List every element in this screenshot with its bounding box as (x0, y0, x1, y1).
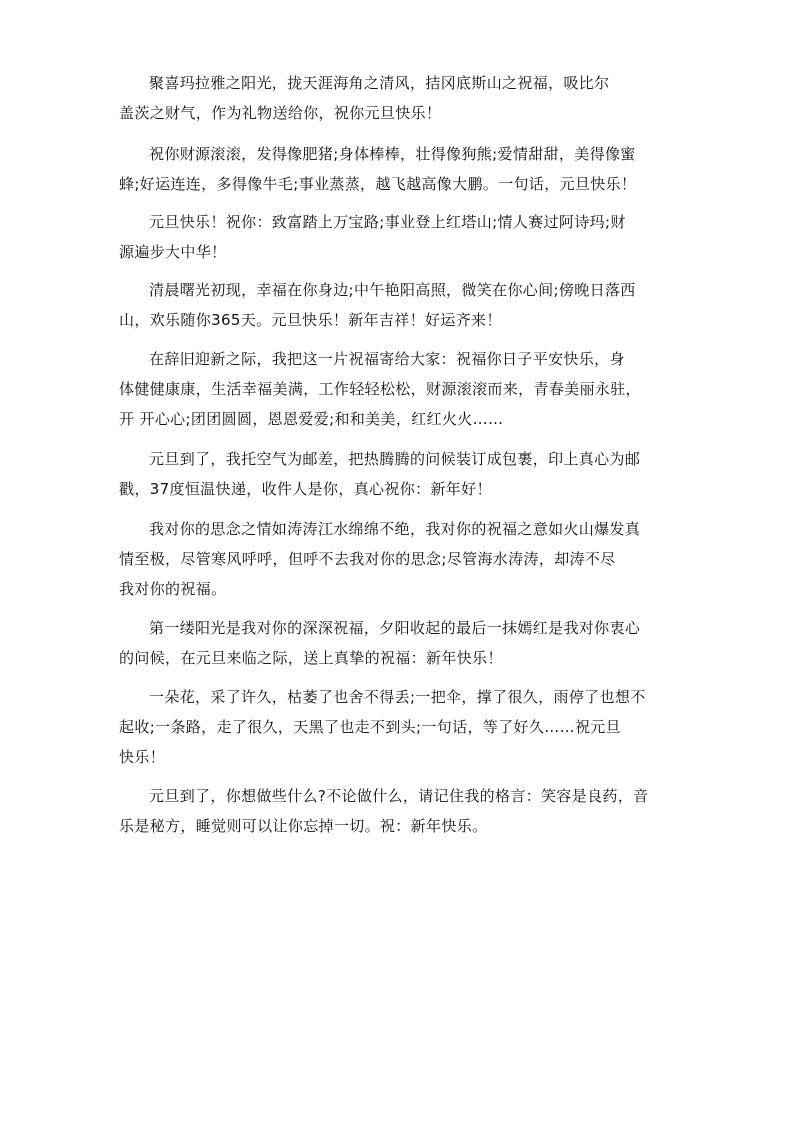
paragraph-9-line-3: 快乐！ (119, 748, 166, 766)
paragraph-7-line-3: 我对你的祝福。 (119, 580, 227, 598)
paragraph-10-line-2: 乐是秘方，睡觉则可以让你忘掉一切。祝：新年快乐。 (119, 817, 488, 835)
paragraph-2-line-2: 蜂;好运连连，多得像牛毛;事业蒸蒸，越飞越高像大鹏。一句话，元旦快乐！ (119, 175, 637, 193)
paragraph-4-line-2: 山，欢乐随你365天。元旦快乐！新年吉祥！好运齐来！ (119, 311, 502, 329)
paragraph-8-line-1: 第一缕阳光是我对你的深深祝福，夕阳收起的最后一抹嫣红是我对你衷心 (149, 619, 641, 637)
paragraph-1-line-2: 盖茨之财气，作为礼物送给你，祝你元旦快乐！ (119, 104, 442, 122)
paragraph-9-line-1: 一朵花，采了许久，枯萎了也舍不得丢;一把伞，撑了很久，雨停了也想不 (149, 688, 646, 706)
paragraph-6-line-2: 戳，37度恒温快递，收件人是你，真心祝你：新年好！ (119, 480, 492, 498)
paragraph-5-line-3: 开 开心心;团团圆圆，恩恩爱爱;和和美美，红红火火…… (119, 410, 504, 428)
paragraph-10-line-1: 元旦到了，你想做些什么?不论做什么，请记住我的格言：笑容是良药，音 (149, 787, 649, 805)
paragraph-7-line-2: 情至极，尽管寒风呼呼，但呼不去我对你的思念;尽管海水涛涛，却涛不尽 (119, 550, 616, 568)
paragraph-5-line-1: 在辞旧迎新之际，我把这一片祝福寄给大家：祝福你日子平安快乐，身 (149, 350, 625, 368)
paragraph-8-line-2: 的问候，在元旦来临之际，送上真挚的祝福：新年快乐！ (119, 649, 503, 667)
paragraph-9-line-2: 起收;一条路，走了很久，天黑了也走不到头;一句话，等了好久……祝元旦 (119, 718, 622, 736)
paragraph-6-line-1: 元旦到了，我托空气为邮差，把热腾腾的问候装订成包裹，印上真心为邮 (149, 450, 641, 468)
paragraph-4-line-1: 清晨曙光初现，幸福在你身边;中午艳阳高照，微笑在你心间;傍晚日落西 (149, 281, 636, 299)
paragraph-3-line-2: 源遍步大中华！ (119, 243, 227, 261)
paragraph-1-line-1: 聚喜玛拉雅之阳光，拢天涯海角之清风，拮冈底斯山之祝福，吸比尔 (149, 74, 610, 92)
paragraph-5-line-2: 体健健康康，生活幸福美满，工作轻轻松松，财源滚滚而来，青春美丽永驻， (119, 380, 641, 398)
paragraph-7-line-1: 我对你的思念之情如涛涛江水绵绵不绝，我对你的祝福之意如火山爆发真 (149, 520, 641, 538)
paragraph-2-line-1: 祝你财源滚滚，发得像肥猪;身体棒棒，壮得像狗熊;爱情甜甜，美得像蜜 (149, 145, 636, 163)
paragraph-3-line-1: 元旦快乐！祝你：致富踏上万宝路;事业登上红塔山;情人赛过阿诗玛;财 (149, 213, 626, 231)
